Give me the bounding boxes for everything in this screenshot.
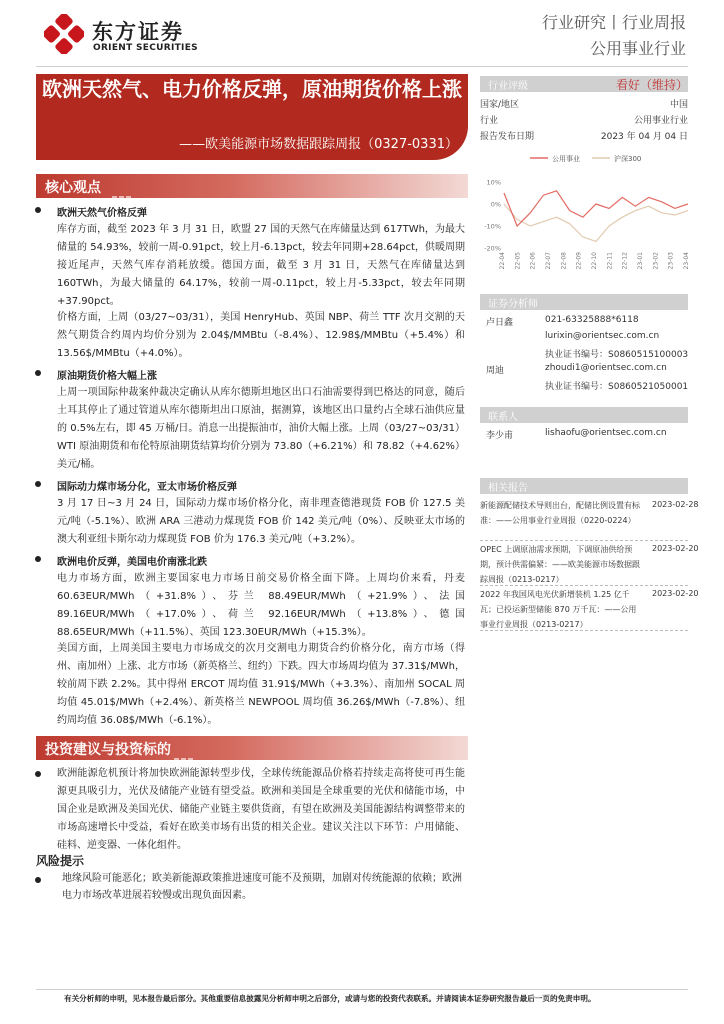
section-header-core (36, 174, 468, 198)
info-key: 国家/地区 (480, 100, 520, 110)
info-value: 2023 年 04 月 04 日 (600, 132, 688, 142)
info-key: 报告发布日期 (480, 132, 535, 142)
paragraph-risk: 地缘风险可能恶化；欧美新能源政策推进速度可能不及预期，加剧对传统能源的依赖；欧洲电力市场改革进展若较慢或出现负面因素。 (62, 873, 462, 901)
x-tick-label: 22-07 (545, 252, 552, 270)
footer-divider (36, 989, 688, 990)
paragraph-eu-power: 电力市场方面，欧洲主要国家电力市场日前交易价格全面下降。上周均价来看，丹麦 60.63EUR/MWh（+31.8%）、芬兰 88.49EUR/MWh（+21.9%）、法国 89.16EUR/MWh（+17.0%）、荷兰 92.16EUR/MWh（+13.8%）、德国 88.65EUR/MWh（+11.5%）、英国 123.30EUR/MWh（+15.3%）。 (57, 573, 465, 638)
header-divider (36, 66, 688, 67)
logo-text-en: ORIENT SECURITIES (93, 43, 198, 53)
legend-label-hs300: 沪深300 (614, 155, 642, 163)
related-label: 相关报告 (488, 483, 528, 494)
info-value: 公用事业行业 (633, 116, 688, 126)
orient-logo-icon (44, 14, 84, 54)
contact-label: 联系人 (488, 412, 518, 423)
x-tick-label: 22-10 (591, 252, 598, 270)
analyst-name: 卢日鑫 (486, 318, 514, 328)
paragraph-gas-price: 价格方面，上周（03/27~03/31），美国 HenryHub、英国 NBP、荷兰 TTF 次月交割的天然气期货合约周内均价分别为 2.04$/MMBtu（-8.4%）、12.98$/MMBtu（+5.4%）和 13.56$/MMBtu（+4.0%）。 (57, 312, 465, 359)
legend-label-utility: 公用事业 (552, 155, 580, 163)
info-value: 中国 (669, 100, 688, 110)
paragraph-us-power: 美国方面，上周美国主要电力市场成交的次月交割电力期货合约价格分化，南方市场（得州、南加州）上涨、北方市场（新英格兰、纽约）下跌。四大市场周均值为 37.31$/MWh，较前周下跌 2.2%。其中得州 ERCOT 周均值 31.91$/MWh（+3.3%）、南加州 SOCAL 周均值 45.01$/MWh（+2.4%）、新英格兰 NEWPOOL 周均值 36.26$/MWh（-7.8%）、纽约周均值 36.08$/MWh（-6.1%）。 (57, 643, 465, 726)
bullet-icon (35, 207, 41, 213)
paragraph-gas-storage: 库存方面，截至 2023 年 3 月 31 日，欧盟 27 国的天然气在库储量达到 617TWh，为最大储量的 54.93%，较前一周-0.91pct，较上月-6.13pct，较去年同期+28.64pct，供暖周期接近尾声，天然气库存消耗放缓。德国方面，截至 3 月 31 日，天然气在库储量达到 160TWh，为最大储量的 64.17%，较前一周-0.11pct，较上月-5.33pct，较去年同期+37.90pct。 (57, 224, 465, 307)
analyst-label-bar (480, 294, 688, 310)
related-divider (480, 540, 688, 541)
bullet-icon (35, 877, 41, 883)
analyst-email[interactable]: lurixin@orientsec.com.cn (545, 331, 660, 341)
analyst-email[interactable]: zhoudi1@orientsec.com.cn (545, 363, 667, 373)
y-tick-label: 0% (490, 200, 501, 209)
contact-email[interactable]: lishaofu@orientsec.com.cn (545, 428, 667, 438)
x-tick-label: 23-03 (667, 252, 675, 270)
contact-name: 李少甫 (486, 431, 514, 441)
x-tick-label: 22-12 (621, 252, 629, 270)
paragraph-invest: 欧洲能源危机预计将加快欧洲能源转型步伐，全球传统能源品价格若持续走高将使可再生能源更具吸引力，光伏及储能产业链有望受益。欧洲和美国是全球重要的光伏和储能市场，中国企业是欧洲及美国光伏、储能产业链主要供货商，有望在欧洲及美国能源结构调整带来的市场高速增长中受益，看好在欧美市场有出货的相关企业。建议关注以下环节：户用储能、硅料、逆变器、一体化组件。 (57, 768, 465, 851)
x-tick-label: 23-01 (637, 252, 644, 270)
x-tick-label: 22-08 (560, 252, 568, 270)
rating-label: 行业评级 (488, 81, 528, 92)
related-report-link[interactable]: 2022 年我国风电光伏新增装机 1.25 亿千瓦；已投运新型储能 870 万千瓦：——公用事业行业周报（0213-0217） (480, 590, 637, 629)
paragraph-oil: 上周一项国际仲裁案仲裁决定确认从库尔德斯坦地区出口石油需要得到巴格达的同意，随后土耳其停止了通过管道从库尔德斯坦出口原油，据测算，该地区出口量约占全球石油供应量的 0.5%左右，即 45 万桶/日。消息一出提振油市，油价大幅上涨。上周（03/27~03/31）WTI 原油期货和布伦特原油期货结算均价分别为 73.80（+6.21%）和 78.82（+4.62%）美元/桶。 (57, 387, 465, 470)
bullet-icon (35, 481, 41, 487)
paragraph-coal: 3 月 17 日~3 月 24 日，国际动力煤市场价格分化，南非理查德港现货 FOB 价 127.5 美元/吨（-5.1%）、欧洲 ARA 三港动力煤现货 FOB 价 142 美元/吨（0%）、反映亚太市场的澳大利亚纽卡斯尔动力煤现货 FOB 价为 176.3 美元/吨（+3.2%）。 (57, 498, 465, 545)
analyst-phone: 021-63325888*6118 (545, 315, 639, 325)
related-report-link[interactable]: OPEC 上调原油需求预期，下调原油供给预期，预计供需偏紧：——欧美能源市场数据跟踪周报（0213-0217） (480, 545, 640, 584)
x-tick-label: 23-02 (652, 252, 660, 270)
related-divider (480, 630, 688, 631)
x-tick-label: 22-09 (575, 252, 583, 270)
industry-rating: 看好（维持） (615, 78, 688, 92)
x-tick-label: 23-04 (683, 252, 690, 270)
report-subtitle: ——欧美能源市场数据跟踪周报（0327-0331） (179, 137, 458, 152)
point-heading-oil: 原油期货价格大幅上涨 (57, 371, 157, 382)
bullet-icon (35, 370, 41, 376)
point-heading-gas: 欧洲天然气价格反弹 (57, 208, 147, 219)
section-decoration (112, 185, 133, 204)
analyst-cert: 执业证书编号：S0860515100003 (545, 350, 689, 360)
analyst-name: 周迪 (486, 366, 505, 376)
performance-chart (478, 152, 692, 282)
section-title: 核心观点 (45, 180, 101, 196)
section-decoration (174, 747, 195, 766)
info-key: 行业 (480, 116, 499, 126)
section-title: 投资建议与投资标的 (45, 742, 171, 758)
report-title: 欧洲天然气、电力价格反弹，原油期货价格上涨 (42, 77, 462, 101)
series-line-utility (504, 191, 688, 226)
y-tick-label: -10% (484, 222, 501, 231)
related-label-bar (480, 478, 688, 494)
x-tick-label: 22-06 (529, 252, 537, 270)
report-type: 行业研究丨行业周报 (541, 13, 686, 32)
related-report-date: 2023-02-20 (652, 589, 699, 598)
y-tick-label: 10% (486, 178, 501, 187)
related-report-link[interactable]: 新能源配储技术导则出台，配储比例设置有标准：——公用事业行业周报（0220-0224） (480, 501, 640, 525)
series-line-hs300 (504, 204, 688, 241)
bullet-icon (35, 556, 41, 562)
section-header-invest (36, 736, 468, 760)
x-tick-label: 22-05 (514, 252, 522, 270)
point-heading-power: 欧洲电价反弹，美国电价南涨北跌 (57, 557, 207, 568)
x-tick-label: 22-04 (499, 252, 506, 270)
point-heading-coal: 国际动力煤市场分化，亚太市场价格反弹 (57, 482, 237, 493)
related-divider (480, 585, 688, 586)
related-report-date: 2023-02-20 (652, 544, 699, 553)
y-tick-label: -20% (484, 244, 501, 253)
footer-disclaimer: 有关分析师的申明，见本报告最后部分。其他重要信息披露见分析师申明之后部分，或请与您的投资代表联系。并请阅读本证券研究报告最后一页的免责申明。 (64, 994, 596, 1003)
bullet-icon (35, 771, 41, 777)
analyst-cert: 执业证书编号：S0860521050001 (545, 382, 689, 392)
related-report-date: 2023-02-28 (652, 500, 699, 509)
x-tick-label: 22-11 (606, 252, 614, 270)
contact-label-bar (480, 407, 688, 423)
analyst-label: 证券分析师 (488, 299, 538, 310)
industry-name: 公用事业行业 (589, 39, 686, 58)
risk-title: 风险提示 (36, 854, 85, 868)
logo-text-cn: 东方证券 (92, 20, 184, 44)
